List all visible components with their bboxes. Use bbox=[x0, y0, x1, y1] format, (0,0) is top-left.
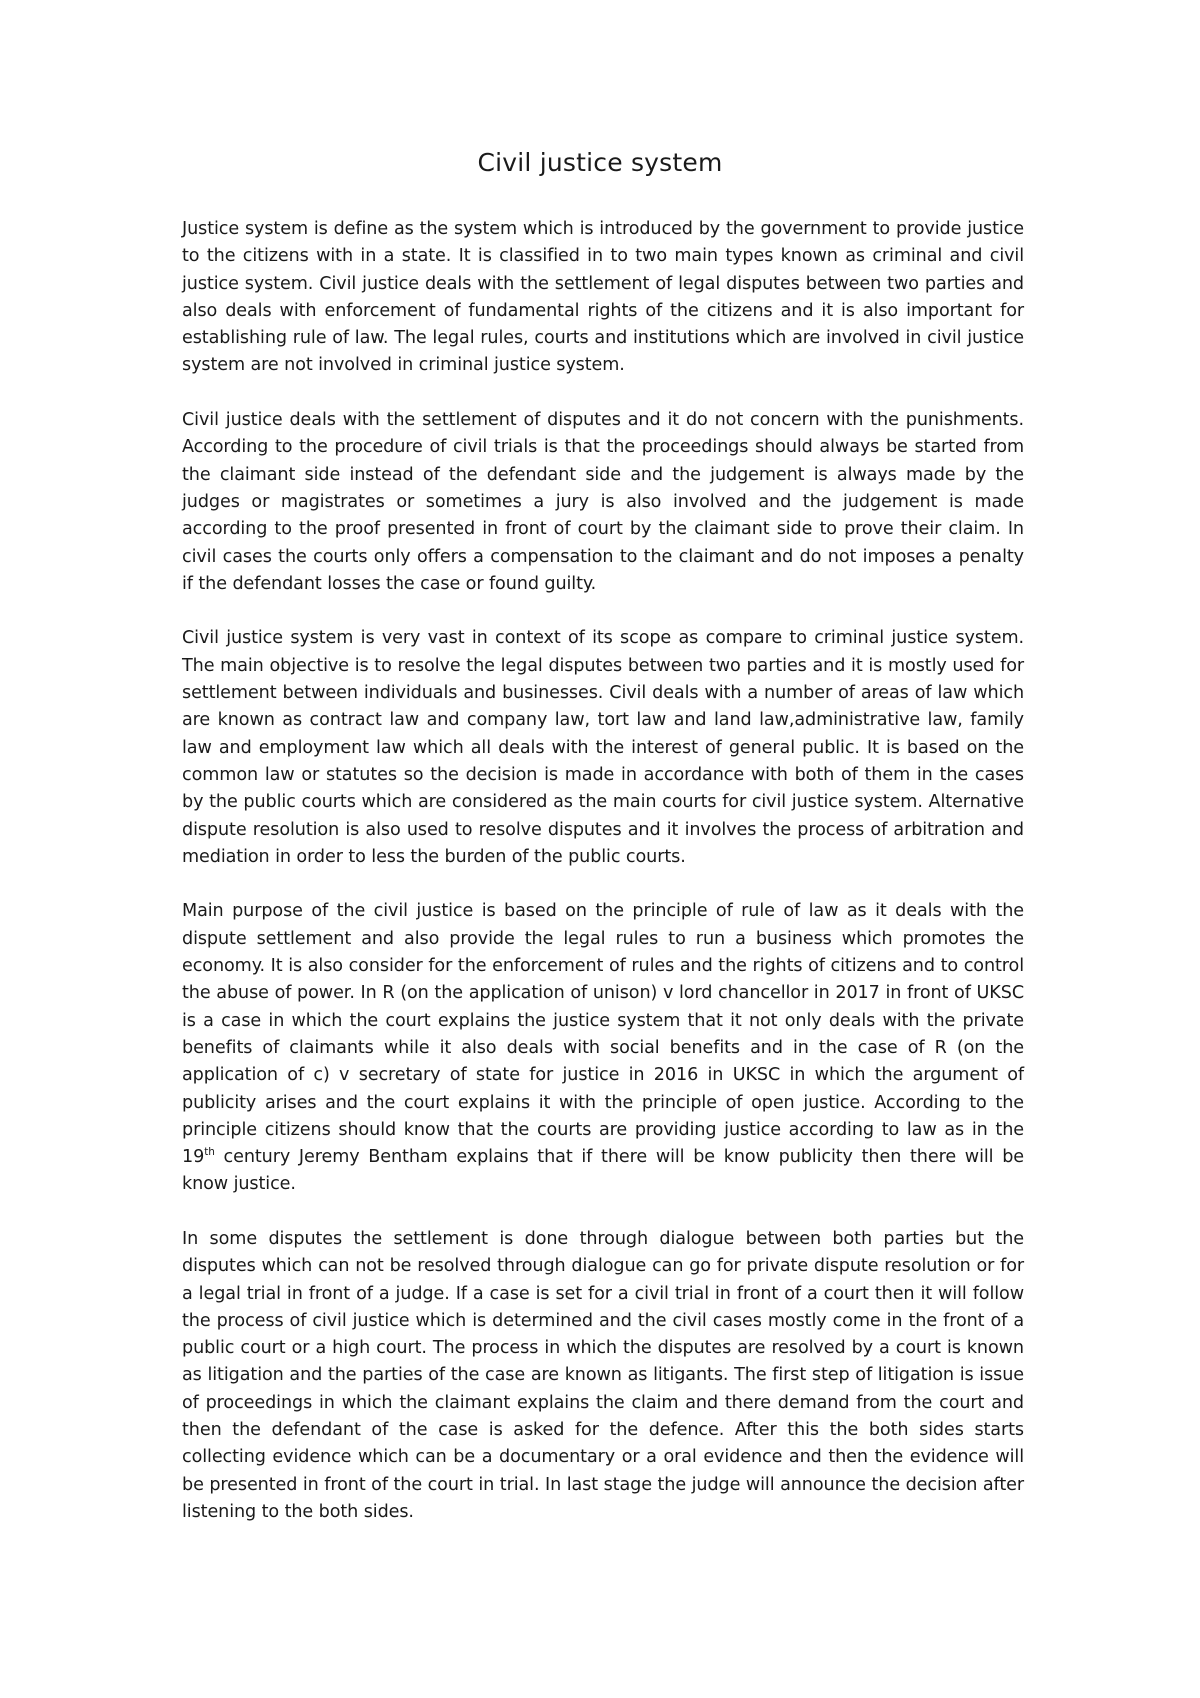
page-title: Civil justice system bbox=[477, 148, 723, 177]
ordinal-superscript: th bbox=[204, 1146, 215, 1159]
paragraph: Civil justice system is very vast in context of its scope as compare to criminal justice system. The main objective is to resolve the legal disputes between two parties and it is mostly used for settlement between individuals and businesses. Civil deals with a number of areas of law which are known as contract law and company law, tort law and land law,administrative law, family law and employment law which all deals with the interest of general public. It is based on the common law or statutes so the decision is made in accordance with both of them in the cases by the public courts which are considered as the main courts for civil justice system. Alternative dispute resolution is also used to resolve disputes and it involves the process of arbitration and mediation in order to less the burden of the public courts. bbox=[182, 628, 1024, 867]
paragraph bbox=[182, 898, 1024, 1198]
paragraph-text: century Jeremy Bentham explains that if there will be know publicity then there will be know justice. bbox=[182, 1147, 1024, 1195]
paragraph-text: Main purpose of the civil justice is based on the principle of rule of law as it deals with the dispute settlement and also provide the legal rules to run a business which promotes the economy. It is also consider for the enforcement of rules and the rights of citizens and to control the abuse of power. In R (on the application of unison) v lord chancellor in 2017 in front of UKSC is a case in which the court explains the justice system that it not only deals with the private benefits of claimants while it also deals with social benefits and in the case of R (on the application of c) v secretary of state for justice in 2016 in UKSC in which the argument of publicity arises and the court explains it with the principle of open justice. According to the principle citizens should know that the courts are providing justice according to law as in the 19 bbox=[182, 901, 1024, 1168]
document-body bbox=[182, 216, 1024, 1526]
paragraph: In some disputes the settlement is done through dialogue between both parties but the disputes which can not be resolved through dialogue can go for private dispute resolution or for a legal trial in front of a judge. If a case is set for a civil trial in front of a court then it will follow the process of civil justice which is determined and the civil cases mostly come in the front of a public court or a high court. The process in which the disputes are resolved by a court is known as litigation and the parties of the case are known as litigants. The first step of litigation is issue of proceedings in which the claimant explains the claim and there demand from the court and then the defendant of the case is asked for the defence. After this the both sides starts collecting evidence which can be a documentary or a oral evidence and then the evidence will be presented in front of the court in trial. In last stage the judge will announce the decision after listening to the both sides. bbox=[182, 1228, 1024, 1522]
paragraph: Justice system is define as the system which is introduced by the government to provide justice to the citizens with in a state. It is classified in to two main types known as criminal and civil justice system. Civil justice deals with the settlement of legal disputes between two parties and also deals with enforcement of fundamental rights of the citizens and it is also important for establishing rule of law. The legal rules, courts and institutions which are involved in civil justice system are not involved in criminal justice system. bbox=[182, 219, 1024, 376]
paragraph: Civil justice deals with the settlement of disputes and it do not concern with the punishments. According to the procedure of civil trials is that the proceedings should always be started from the claimant side instead of the defendant side and the judgement is always made by the judges or magistrates or sometimes a jury is also involved and the judgement is made according to the proof presented in front of court by the claimant side to prove their claim. In civil cases the courts only offers a compensation to the claimant and do not imposes a penalty if the defendant losses the case or found guilty. bbox=[182, 410, 1024, 594]
